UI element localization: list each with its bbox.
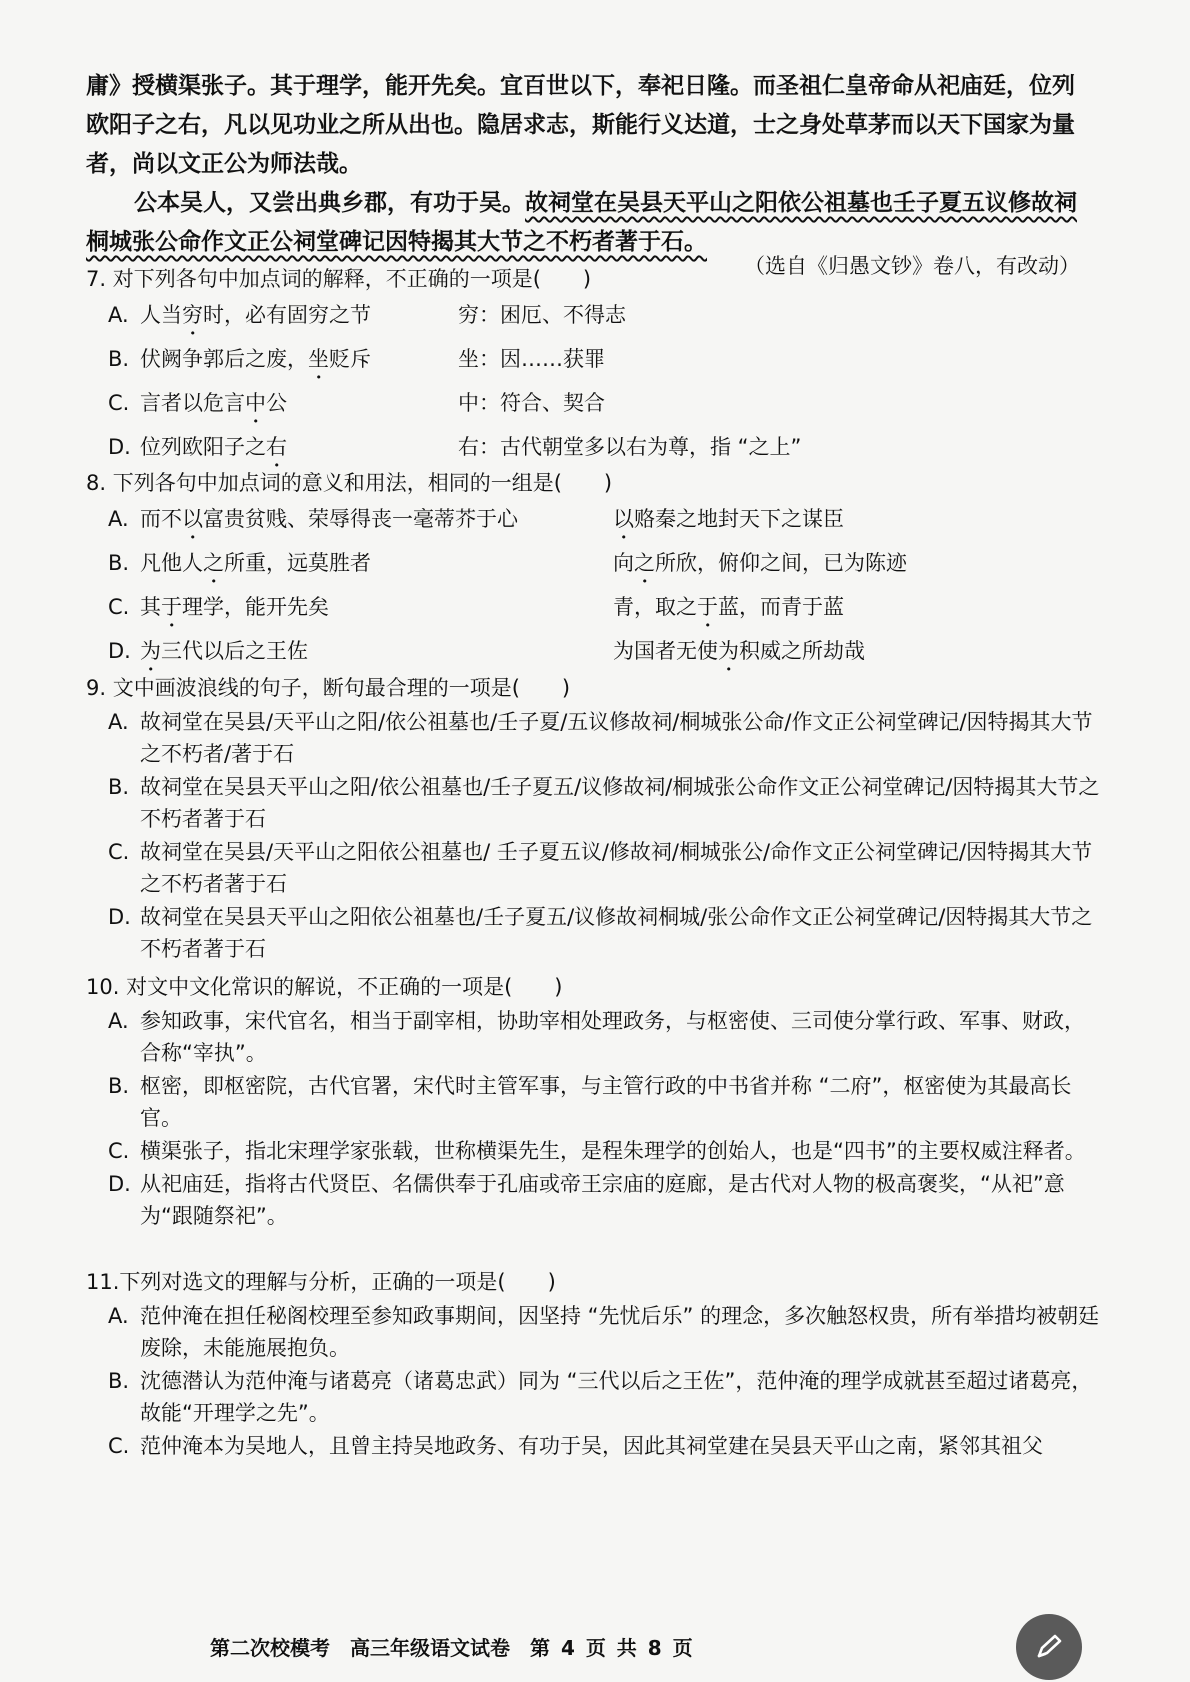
sentence-part: 凡他人 <box>140 551 203 575</box>
option-explanation: 中：符合、契合 <box>458 391 605 415</box>
sentence-part: 人当 <box>140 303 182 327</box>
option-text: 范仲淹在担任秘阁校理至参知政事期间，因坚持 “先忧后乐” 的理念，多次触怒权贵，所有举措均被朝廷废除，未能施展抱负。 <box>140 1304 1100 1360</box>
question-10-options <box>86 1005 1101 1232</box>
option-letter: C. <box>108 1434 130 1458</box>
option-row <box>86 384 1101 428</box>
sentence-part: 而不 <box>140 507 182 531</box>
option-row <box>86 901 1101 965</box>
option-row <box>86 1135 1101 1167</box>
question-9 <box>86 671 1101 965</box>
sentence-part: 理学，能开先矣 <box>182 595 329 619</box>
dotted-word: 为 <box>140 639 161 663</box>
option-letter: B. <box>108 1369 130 1393</box>
option-letter: D. <box>108 905 131 929</box>
option-row <box>86 771 1101 835</box>
option-letter: D. <box>108 1172 131 1196</box>
option-text: 故祠堂在吴县/天平山之阳依公祖墓也/ 壬子夏五议/修故祠/桐城张公/命作文正公祠堂碑记/因特揭其大节之不朽者著于石 <box>140 840 1093 896</box>
sentence-part: 富贵贫贱、荣辱得丧一毫蒂芥于心 <box>203 507 518 531</box>
sentence-part: 贬斥 <box>329 347 371 371</box>
classical-passage <box>86 66 1096 261</box>
sentence-part: 所重，远莫胜者 <box>224 551 371 575</box>
dotted-word: 以 <box>613 507 634 531</box>
sentence-part: 位列欧阳子之 <box>140 435 266 459</box>
option-letter: A. <box>108 710 129 734</box>
option-row <box>86 588 1101 632</box>
option-text: 范仲淹本为吴地人，且曾主持吴地政务、有功于吴，因此其祠堂建在吴县天平山之南，紧邻其祖父 <box>140 1434 1043 1458</box>
option-row <box>86 1430 1101 1462</box>
option-letter: C. <box>108 595 130 619</box>
sentence-part: 蓝，而青于蓝 <box>718 595 844 619</box>
sentence-part: 为国者无使 <box>613 639 718 663</box>
option-letter: D. <box>108 435 131 459</box>
question-8-options <box>86 500 1101 676</box>
option-sentence-right <box>613 588 1101 632</box>
question-9-title: 9. 文中画波浪线的句子，断句最合理的一项是( ) <box>86 676 571 700</box>
option-explanation: 坐：因……获罪 <box>458 347 605 371</box>
option-letter: B. <box>108 551 130 575</box>
question-7 <box>86 262 1101 472</box>
option-sentence <box>140 296 458 340</box>
question-10 <box>86 970 1101 1232</box>
option-letter: B. <box>108 775 130 799</box>
dotted-word: 穷 <box>182 303 203 327</box>
sentence-part: 积威之所劫哉 <box>739 639 865 663</box>
option-row <box>86 1168 1101 1232</box>
annotate-button[interactable] <box>1016 1614 1082 1680</box>
dotted-word: 中 <box>245 391 266 415</box>
option-letter: C. <box>108 391 130 415</box>
sentence-part: 赂秦之地封天下之谋臣 <box>634 507 844 531</box>
question-8-title: 8. 下列各句中加点词的意义和用法，相同的一组是( ) <box>86 471 613 495</box>
pen-icon <box>1032 1630 1066 1664</box>
option-text: 枢密，即枢密院，古代官署，宋代时主管军事，与主管行政的中书省并称 “二府”，枢密使为其最高长官。 <box>140 1074 1072 1130</box>
option-letter: B. <box>108 1074 130 1098</box>
passage-paragraph-2-start: 公本吴人，又尝出典乡郡，有功于吴。 <box>134 189 525 216</box>
option-sentence <box>140 384 458 428</box>
dotted-word: 以 <box>182 507 203 531</box>
option-row <box>86 544 1101 588</box>
option-sentence-left <box>140 500 613 544</box>
question-7-options <box>86 296 1101 472</box>
sentence-part: 向 <box>613 551 634 575</box>
option-sentence <box>140 340 458 384</box>
option-letter: A. <box>108 303 129 327</box>
passage-source: （选自《归愚文钞》卷八，有改动） <box>744 254 1080 278</box>
option-letter: C. <box>108 1139 130 1163</box>
option-row <box>86 296 1101 340</box>
option-text: 从祀庙廷，指将古代贤臣、名儒供奉于孔庙或帝王宗庙的庭廊，是古代对人物的极高褒奖，“从祀”意为“跟随祭祀”。 <box>140 1172 1065 1228</box>
question-7-title: 7. 对下列各句中加点词的解释，不正确的一项是( ) <box>86 267 592 291</box>
option-row <box>86 340 1101 384</box>
dotted-word: 之 <box>634 551 655 575</box>
page-footer: 第二次校模考 高三年级语文试卷 第 4 页 共 8 页 <box>210 1636 693 1660</box>
option-row <box>86 632 1101 676</box>
option-text: 参知政事，宋代官名，相当于副宰相，协助宰相处理政务，与枢密使、三司使分掌行政、军事、财政，合称“宰执”。 <box>140 1009 1085 1065</box>
option-explanation: 穷：困厄、不得志 <box>458 303 626 327</box>
option-text: 故祠堂在吴县天平山之阳/依公祖墓也/壬子夏五/议修故祠/桐城张公命作文正公祠堂碑记/因特揭其大节之不朽者著于石 <box>140 775 1100 831</box>
option-letter: D. <box>108 639 131 663</box>
question-9-options <box>86 706 1101 965</box>
option-sentence-left <box>140 632 613 676</box>
option-letter: B. <box>108 347 130 371</box>
sentence-part: 伏阙争郭后之废， <box>140 347 308 371</box>
option-text: 沈德潜认为范仲淹与诸葛亮（诸葛忠武）同为 “三代以后之王佐”，范仲淹的理学成就甚至超过诸葛亮，故能“开理学之先”。 <box>140 1369 1093 1425</box>
option-letter: A. <box>108 507 129 531</box>
option-letter: A. <box>108 1009 129 1033</box>
question-11-title: 11.下列对选文的理解与分析，正确的一项是( ) <box>86 1270 556 1294</box>
option-sentence-right <box>613 632 1101 676</box>
option-explanation: 右：古代朝堂多以右为尊，指 “之上” <box>458 435 802 459</box>
sentence-part: 其 <box>140 595 161 619</box>
option-row <box>86 1300 1101 1364</box>
sentence-part: 三代以后之王佐 <box>161 639 308 663</box>
option-letter: A. <box>108 1304 129 1328</box>
option-row <box>86 836 1101 900</box>
option-row <box>86 706 1101 770</box>
question-10-title: 10. 对文中文化常识的解说，不正确的一项是( ) <box>86 975 563 999</box>
dotted-word: 之 <box>203 551 224 575</box>
question-8 <box>86 466 1101 676</box>
dotted-word: 于 <box>161 595 182 619</box>
option-text: 故祠堂在吴县/天平山之阳/依公祖墓也/壬子夏/五议修故祠/桐城张公命/作文正公祠堂碑记/因特揭其大节之不朽者/著于石 <box>140 710 1093 766</box>
sentence-part: 言者以危言 <box>140 391 245 415</box>
option-sentence-left <box>140 588 613 632</box>
option-text: 故祠堂在吴县天平山之阳依公祖墓也/壬子夏五/议修故祠桐城/张公命作文正公祠堂碑记/因特揭其大节之不朽者著于石 <box>140 905 1093 961</box>
wavy-underlined-sentence: 故祠堂在吴县天平山之阳依公祖墓也壬子夏五议修故祠桐城张公命作文正公祠堂碑记因特揭其大节之不朽者著于石。 <box>86 189 1077 255</box>
option-sentence-left <box>140 544 613 588</box>
sentence-part: 时，必有固穷之节 <box>203 303 371 327</box>
sentence-part: 公 <box>266 391 287 415</box>
option-row <box>86 500 1101 544</box>
option-sentence-right <box>613 544 1101 588</box>
option-letter: C. <box>108 840 130 864</box>
dotted-word: 右 <box>266 435 287 459</box>
passage-paragraph-1: 庸》授横渠张子。其于理学，能开先矣。宜百世以下，奉祀日隆。而圣祖仁皇帝命从祀庙廷，位列欧阳子之右，凡以见功业之所从出也。隐居求志，斯能行义达道，士之身处草茅而以天下国家为量者，尚以文正公为师法哉。 <box>86 72 1075 177</box>
dotted-word: 为 <box>718 639 739 663</box>
option-text: 横渠张子，指北宋理学家张载，世称横渠先生，是程朱理学的创始人，也是“四书”的主要权威注释者。 <box>140 1139 1086 1163</box>
question-11-options <box>86 1300 1101 1462</box>
option-row <box>86 1005 1101 1069</box>
option-row <box>86 1070 1101 1134</box>
sentence-part: 青，取之 <box>613 595 697 619</box>
dotted-word: 坐 <box>308 347 329 371</box>
sentence-part: 所欣，俯仰之间，已为陈迹 <box>655 551 907 575</box>
option-row <box>86 1365 1101 1429</box>
dotted-word: 于 <box>697 595 718 619</box>
option-sentence-right <box>613 500 1101 544</box>
question-11 <box>86 1265 1101 1462</box>
